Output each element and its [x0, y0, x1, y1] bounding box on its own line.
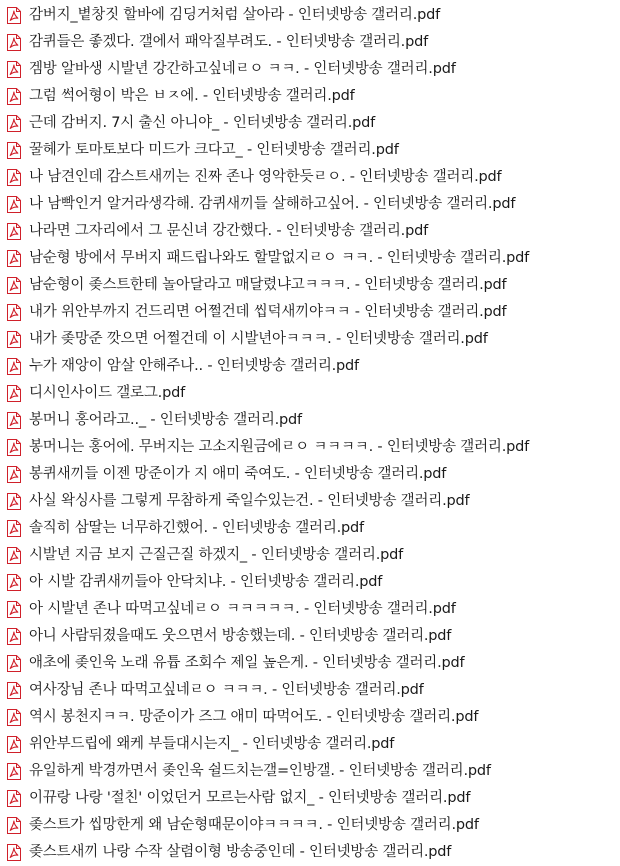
pdf-file-icon	[7, 223, 21, 240]
pdf-file-icon	[7, 520, 21, 537]
pdf-file-icon	[7, 763, 21, 780]
file-list-item[interactable]	[0, 434, 620, 461]
file-list-item[interactable]	[0, 596, 620, 623]
pdf-file-icon	[7, 601, 21, 618]
file-name: 나라면 그자리에서 그 문신녀 강간했다. - 인터넷방송 갤러리.pdf	[29, 223, 428, 239]
file-name: 내가 위안부까지 건드리면 어쩔건데 씹덕새끼야ㅋㅋ - 인터넷방송 갤러리.pdf	[29, 304, 507, 320]
pdf-file-icon	[7, 277, 21, 294]
file-list-item[interactable]	[0, 542, 620, 569]
pdf-file-icon	[7, 358, 21, 375]
pdf-file-icon	[7, 844, 21, 861]
file-name: 꿀헤가 토마토보다 미드가 크다고_ - 인터넷방송 갤러리.pdf	[29, 142, 399, 158]
file-name: 나 남견인데 감스트새끼는 진짜 존나 영악한듯ㄹㅇ. - 인터넷방송 갤러리.pdf	[29, 169, 502, 185]
file-name: 위안부드립에 왜케 부들대시는지_ - 인터넷방송 갤러리.pdf	[29, 736, 395, 752]
file-list-item[interactable]	[0, 2, 620, 29]
file-name: 근데 감버지. 7시 출신 아니야_ - 인터넷방송 갤러리.pdf	[29, 115, 376, 131]
file-list-item[interactable]	[0, 110, 620, 137]
pdf-file-icon	[7, 169, 21, 186]
pdf-file-icon	[7, 682, 21, 699]
pdf-file-icon	[7, 61, 21, 78]
file-name: 감버지_볕창짓 할바에 김딩거처럼 살아라 - 인터넷방송 갤러리.pdf	[29, 7, 441, 23]
file-list-item[interactable]	[0, 29, 620, 56]
file-name: 사실 왁싱사를 그렇게 무참하게 죽일수있는건. - 인터넷방송 갤러리.pdf	[29, 493, 470, 509]
file-list-item[interactable]	[0, 488, 620, 515]
file-list-item[interactable]	[0, 56, 620, 83]
file-list-item[interactable]	[0, 353, 620, 380]
file-name: 애초에 좆인욱 노래 유튭 조회수 제일 높은게. - 인터넷방송 갤러리.pdf	[29, 655, 465, 671]
file-name: 그럼 썩어형이 박은 ㅂㅈ에. - 인터넷방송 갤러리.pdf	[29, 88, 355, 104]
file-name: 나 남빡인거 알거라생각해. 감퀴새끼들 살해하고싶어. - 인터넷방송 갤러리.pdf	[29, 196, 516, 212]
file-name: 남순형이 좆스트한테 놀아달라고 매달렸냐고ㅋㅋㅋ. - 인터넷방송 갤러리.pdf	[29, 277, 507, 293]
file-list-item[interactable]	[0, 758, 620, 785]
file-list-item[interactable]	[0, 515, 620, 542]
pdf-file-icon	[7, 115, 21, 132]
file-list-item[interactable]	[0, 785, 620, 812]
file-list-item[interactable]	[0, 218, 620, 245]
file-list-item[interactable]	[0, 83, 620, 110]
file-name: 이뀨랑 나랑 '절친' 이었던거 모르는사람 없지_ - 인터넷방송 갤러리.pdf	[29, 790, 471, 806]
pdf-file-icon	[7, 88, 21, 105]
file-name: 아니 사람뒤졌을때도 웃으면서 방송했는데. - 인터넷방송 갤러리.pdf	[29, 628, 452, 644]
file-list-item[interactable]	[0, 164, 620, 191]
file-name: 누가 재앙이 암살 안해주나.. - 인터넷방송 갤러리.pdf	[29, 358, 359, 374]
pdf-file-icon	[7, 736, 21, 753]
pdf-file-icon	[7, 574, 21, 591]
file-name: 내가 좆망준 깟으면 어쩔건데 이 시발년아ㅋㅋㅋ. - 인터넷방송 갤러리.pdf	[29, 331, 488, 347]
pdf-file-icon	[7, 493, 21, 510]
pdf-file-icon	[7, 439, 21, 456]
file-list-item[interactable]	[0, 380, 620, 407]
file-list-item[interactable]	[0, 137, 620, 164]
pdf-file-icon	[7, 709, 21, 726]
file-name: 디시인사이드 갤로그.pdf	[29, 385, 185, 401]
file-list-item[interactable]	[0, 407, 620, 434]
file-list-item[interactable]	[0, 839, 620, 866]
file-list-item[interactable]	[0, 326, 620, 353]
file-list-item[interactable]	[0, 812, 620, 839]
pdf-file-icon	[7, 34, 21, 51]
file-name: 좆스트가 씹망한게 왜 남순형때문이야ㅋㅋㅋㅋ. - 인터넷방송 갤러리.pdf	[29, 817, 479, 833]
file-name: 감퀴들은 좋겠다. 갤에서 패악질부려도. - 인터넷방송 갤러리.pdf	[29, 34, 428, 50]
pdf-file-icon	[7, 142, 21, 159]
file-list-item[interactable]	[0, 461, 620, 488]
pdf-file-icon	[7, 304, 21, 321]
file-list-item[interactable]	[0, 704, 620, 731]
pdf-file-icon	[7, 547, 21, 564]
file-name: 여사장님 존나 따먹고싶네ㄹㅇ ㅋㅋㅋ. - 인터넷방송 갤러리.pdf	[29, 682, 424, 698]
file-name: 아 시발 감퀴새끼들아 안닥치냐. - 인터넷방송 갤러리.pdf	[29, 574, 383, 590]
pdf-file-icon	[7, 250, 21, 267]
pdf-file-icon	[7, 196, 21, 213]
file-name: 유일하게 박경까면서 좆인욱 쉴드치는갤=인방갤. - 인터넷방송 갤러리.pdf	[29, 763, 491, 779]
file-name: 시발년 지금 보지 근질근질 하겠지_ - 인터넷방송 갤러리.pdf	[29, 547, 404, 563]
pdf-file-icon	[7, 331, 21, 348]
file-list-item[interactable]	[0, 272, 620, 299]
pdf-file-icon	[7, 655, 21, 672]
file-name: 솔직히 삼딸는 너무하긴했어. - 인터넷방송 갤러리.pdf	[29, 520, 364, 536]
pdf-file-icon	[7, 385, 21, 402]
pdf-file-icon	[7, 466, 21, 483]
pdf-file-icon	[7, 412, 21, 429]
pdf-file-icon	[7, 817, 21, 834]
file-name: 아 시발년 존나 따먹고싶네ㄹㅇ ㅋㅋㅋㅋㅋ. - 인터넷방송 갤러리.pdf	[29, 601, 456, 617]
pdf-file-icon	[7, 7, 21, 24]
file-list-item[interactable]	[0, 299, 620, 326]
file-name: 남순형 방에서 무버지 패드립나와도 할말없지ㄹㅇ ㅋㅋ. - 인터넷방송 갤러리.pdf	[29, 250, 530, 266]
file-name: 봉머니 홍어라고.._ - 인터넷방송 갤러리.pdf	[29, 412, 302, 428]
file-list-item[interactable]	[0, 191, 620, 218]
file-list-item[interactable]	[0, 677, 620, 704]
file-name: 역시 봉천지ㅋㅋ. 망준이가 즈그 애미 따먹어도. - 인터넷방송 갤러리.pdf	[29, 709, 479, 725]
pdf-file-icon	[7, 790, 21, 807]
file-name: 겜방 알바생 시발년 강간하고싶네ㄹㅇ ㅋㅋ. - 인터넷방송 갤러리.pdf	[29, 61, 456, 77]
file-list-item[interactable]	[0, 623, 620, 650]
file-list-item[interactable]	[0, 731, 620, 758]
file-list-item[interactable]	[0, 650, 620, 677]
file-name: 좆스트새끼 나랑 수작 살렴이형 방송중인데 - 인터넷방송 갤러리.pdf	[29, 844, 452, 860]
file-name: 봉퀴새끼들 이젠 망준이가 지 애미 죽여도. - 인터넷방송 갤러리.pdf	[29, 466, 447, 482]
pdf-file-icon	[7, 628, 21, 645]
file-list	[0, 2, 620, 866]
file-list-item[interactable]	[0, 245, 620, 272]
file-name: 봉머니는 홍어에. 무버지는 고소지원금에ㄹㅇ ㅋㅋㅋㅋ. - 인터넷방송 갤러리.pdf	[29, 439, 530, 455]
file-list-item[interactable]	[0, 569, 620, 596]
